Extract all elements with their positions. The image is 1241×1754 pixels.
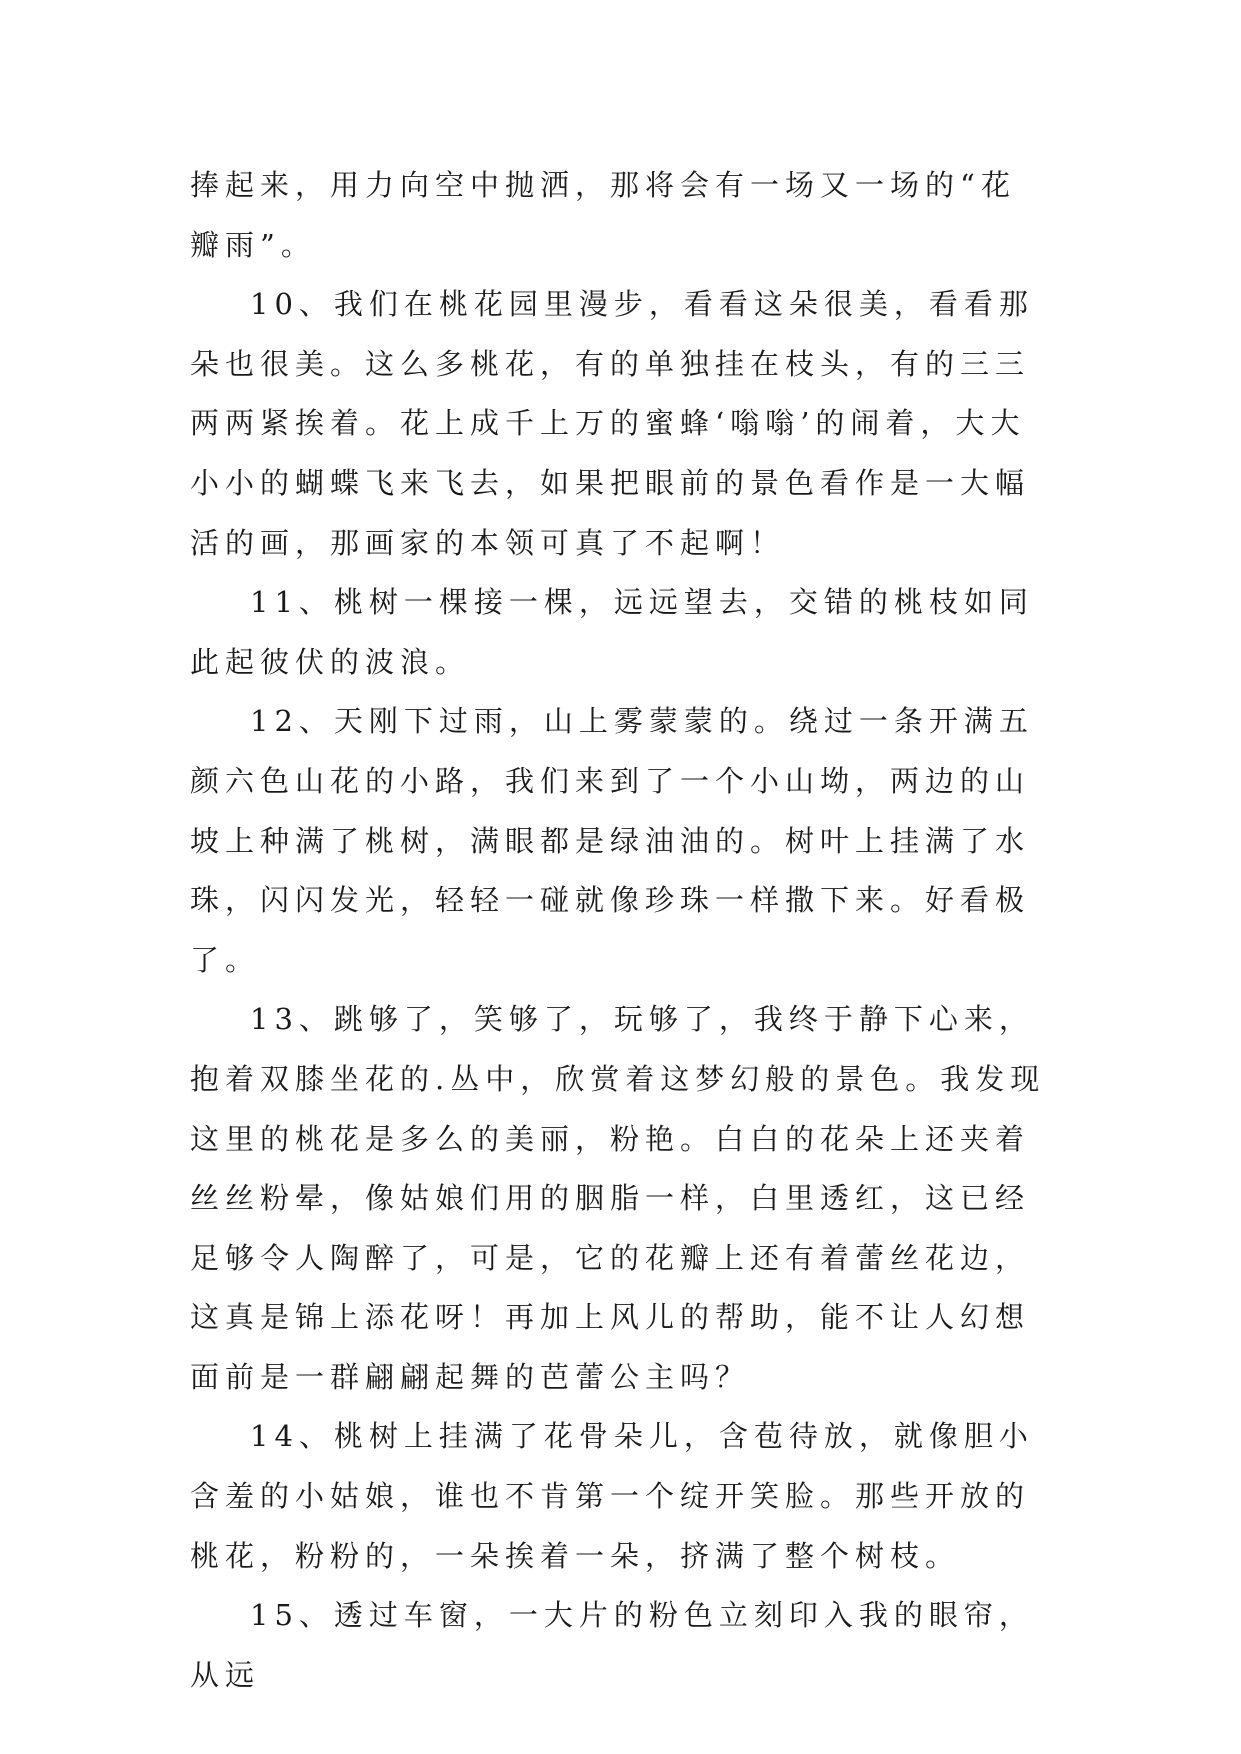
paragraph-13: 13、跳够了，笑够了，玩够了，我终于静下心来，抱着双膝坐花的.丛中，欣赏着这梦幻般的景色。我发现这里的桃花是多么的美丽，粉艳。白白的花朵上还夹着丝丝粉晕，像姑娘们用的胭脂一样，白里透红，这已经足够令人陶醉了，可是，它的花瓣上还有着蕾丝花边，这真是锦上添花呀！再加上风儿的帮助，能不让人幻想面前是一群翩翩起舞的芭蕾公主吗？ bbox=[190, 1002, 1046, 1394]
paragraph-11: 11、桃树一棵接一棵，远远望去，交错的桃枝如同此起彼伏的波浪。 bbox=[190, 585, 1034, 679]
paragraph-14: 14、桃树上挂满了花骨朵儿，含苞待放，就像胆小含羞的小姑娘，谁也不肯第一个绽开笑脸。那些开放的桃花，粉粉的，一朵挨着一朵，挤满了整个树枝。 bbox=[190, 1419, 1034, 1573]
paragraph-12: 12、天刚下过雨，山上雾蒙蒙的。绕过一条开满五颜六色山花的小路，我们来到了一个小山坳，两边的山坡上种满了桃树，满眼都是绿油油的。树叶上挂满了水珠，闪闪发光，轻轻一碰就像珍珠一样撒下来。好看极了。 bbox=[190, 704, 1034, 977]
paragraph-continuation: 捧起来，用力向空中抛洒，那将会有一场又一场的“花瓣雨”。 bbox=[190, 168, 1016, 262]
paragraph-15: 15、透过车窗，一大片的粉色立刻印入我的眼帘，从远 bbox=[190, 1598, 1034, 1692]
document-body bbox=[190, 156, 1050, 1705]
paragraph-10: 10、我们在桃花园里漫步，看看这朵很美，看看那朵也很美。这么多桃花，有的单独挂在枝头，有的三三两两紧挨着。花上成千上万的蜜蜂‘嗡嗡’的闹着，大大小小的蝴蝶飞来飞去，如果把眼前的景色看作是一大幅活的画，那画家的本领可真了不起啊！ bbox=[190, 287, 1034, 560]
